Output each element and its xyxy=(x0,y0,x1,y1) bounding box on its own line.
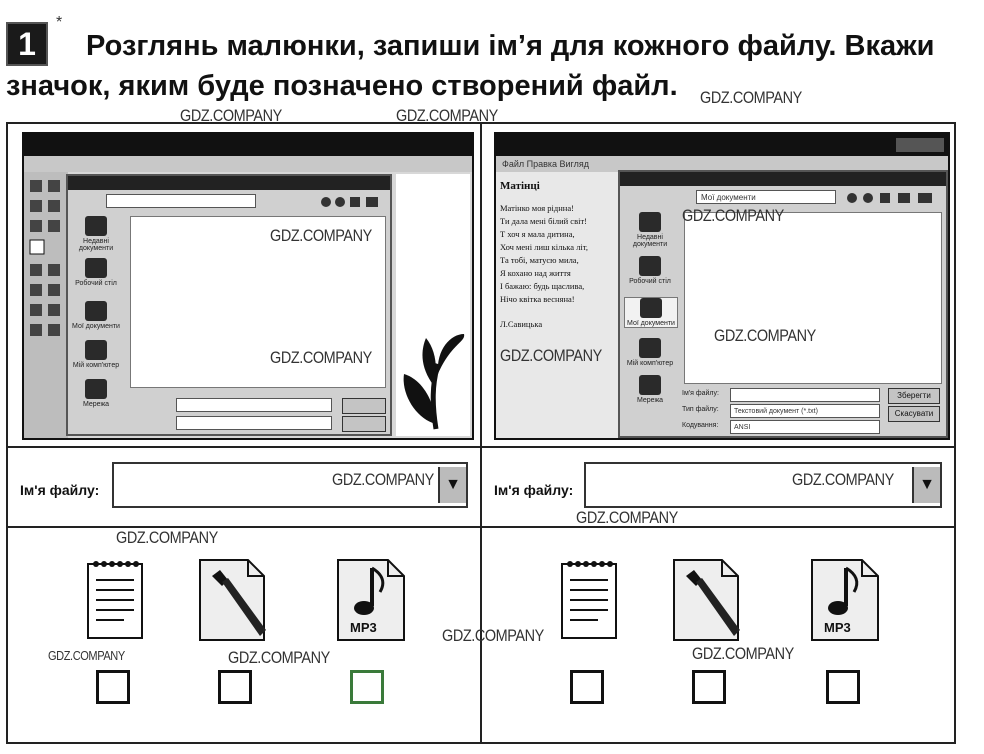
file-list[interactable] xyxy=(684,212,942,384)
location-field[interactable]: Мої документи xyxy=(696,190,836,204)
filename-label-left: Ім'я файлу: xyxy=(20,482,100,498)
watermark: GDZ.COMPANY xyxy=(792,470,894,489)
places-item-desktop[interactable]: Робочий стіл xyxy=(70,258,122,287)
notepad-save-screenshot xyxy=(494,132,950,440)
watermark: GDZ.COMPANY xyxy=(116,528,218,547)
poem-line: Нічо квітка весняна! xyxy=(500,294,575,304)
window-titlebar xyxy=(496,134,948,156)
places-item-computer[interactable]: Мій комп'ютер xyxy=(624,338,676,367)
task-text-line-1: Розглянь малюнки, запиши ім’я для кожного файлу. Вкажи xyxy=(86,30,935,62)
plant-sprout-icon xyxy=(396,324,466,434)
poem-line: Та тобі, матусю мила, xyxy=(500,255,579,265)
mp3-label: MP3 xyxy=(824,620,851,635)
watermark: GDZ.COMPANY xyxy=(700,88,802,107)
watermark: GDZ.COMPANY xyxy=(270,348,372,367)
watermark: GDZ.COMPANY xyxy=(500,346,602,365)
dropdown-arrow-icon[interactable]: ▼ xyxy=(438,467,466,503)
places-item-network[interactable]: Мережа xyxy=(70,379,122,408)
poem-line: Матінко моя ріднна! xyxy=(500,203,574,213)
filetype-label: Тип файлу: xyxy=(682,406,719,413)
desktop-icon xyxy=(639,256,661,276)
watermark: GDZ.COMPANY xyxy=(180,106,282,125)
text-file-icon xyxy=(84,556,146,640)
nav-buttons-icon[interactable] xyxy=(318,194,388,210)
window-controls-icon[interactable] xyxy=(896,138,944,152)
places-bar xyxy=(70,216,126,428)
filename-input[interactable] xyxy=(176,398,332,412)
computer-icon xyxy=(85,340,107,360)
checkbox-mp3-right[interactable] xyxy=(826,670,860,704)
sound-file-icon xyxy=(672,558,740,642)
filetype-select[interactable]: Текстовий документ (*.txt) xyxy=(730,404,880,418)
watermark: GDZ.COMPANY xyxy=(332,470,434,489)
task-number: 1 xyxy=(6,22,48,66)
poem-line: Хоч мені лиш кілька літ, xyxy=(500,242,588,252)
mp3-file-icon xyxy=(810,558,880,642)
checkbox-sound-left[interactable] xyxy=(218,670,252,704)
poem-line: Ти дала мені білий світ! xyxy=(500,216,587,226)
dialog-titlebar xyxy=(620,172,946,186)
poem-line: Т хоч я мала дитина, xyxy=(500,229,575,239)
save-dialog xyxy=(66,174,392,436)
network-icon xyxy=(639,375,661,395)
mp3-file-icon xyxy=(336,558,406,642)
sound-file-icon xyxy=(198,558,266,642)
documents-icon xyxy=(640,298,662,318)
window-menubar: Файл Правка Вигляд xyxy=(496,156,948,172)
places-item-network[interactable]: Мережа xyxy=(624,375,676,404)
mp3-label: MP3 xyxy=(350,620,377,635)
encoding-select[interactable]: ANSI xyxy=(730,420,880,434)
paint-toolbox xyxy=(24,172,68,438)
poem-text xyxy=(500,180,618,331)
places-item-documents[interactable]: Мої документи xyxy=(624,297,678,328)
desktop-icon xyxy=(85,258,107,278)
row-divider-1 xyxy=(6,446,956,448)
paint-save-screenshot xyxy=(22,132,474,440)
computer-icon xyxy=(639,338,661,358)
cancel-button[interactable] xyxy=(342,416,386,432)
window-titlebar xyxy=(24,134,472,156)
save-button[interactable] xyxy=(342,398,386,414)
checkbox-sound-right[interactable] xyxy=(692,670,726,704)
poem-author: Л.Савицька xyxy=(500,319,543,329)
places-bar xyxy=(624,212,680,426)
nav-buttons-icon[interactable] xyxy=(844,190,940,206)
watermark: GDZ.COMPANY xyxy=(682,206,784,225)
recent-docs-icon xyxy=(85,216,107,236)
places-item-recent[interactable]: Недавні документи xyxy=(70,216,122,252)
places-item-computer[interactable]: Мій комп'ютер xyxy=(70,340,122,369)
checkbox-text-left[interactable] xyxy=(96,670,130,704)
location-field[interactable] xyxy=(106,194,256,208)
checkbox-mp3-left[interactable] xyxy=(350,670,384,704)
cancel-button[interactable]: Скасувати xyxy=(888,406,940,422)
paint-tools-icon xyxy=(24,172,68,432)
watermark: GDZ.COMPANY xyxy=(714,326,816,345)
poem-line: Я кохано над життя xyxy=(500,268,571,278)
encoding-label: Кодування: xyxy=(682,422,719,429)
filename-input[interactable] xyxy=(730,388,880,402)
documents-icon xyxy=(85,301,107,321)
places-item-recent[interactable]: Недавні документи xyxy=(624,212,676,248)
star-icon: * xyxy=(56,14,63,31)
watermark: GDZ.COMPANY xyxy=(270,226,372,245)
save-button[interactable]: Зберегти xyxy=(888,388,940,404)
column-divider xyxy=(480,122,482,744)
task-text-line-2: значок, яким буде позначено створений файл. xyxy=(6,70,678,102)
recent-docs-icon xyxy=(639,212,661,232)
filetype-select[interactable] xyxy=(176,416,332,430)
watermark: GDZ.COMPANY xyxy=(442,626,544,645)
poem-line: І бажаю: будь щаслива, xyxy=(500,281,585,291)
filename-label: Ім'я файлу: xyxy=(682,390,719,397)
watermark: GDZ.COMPANY xyxy=(576,508,678,527)
text-file-icon xyxy=(558,556,620,640)
filename-label-right: Ім'я файлу: xyxy=(494,482,574,498)
checkbox-text-right[interactable] xyxy=(570,670,604,704)
watermark: GDZ.COMPANY xyxy=(692,644,794,663)
watermark: GDZ.COMPANY xyxy=(396,106,498,125)
dropdown-arrow-icon[interactable]: ▼ xyxy=(912,467,940,503)
watermark: GDZ.COMPANY xyxy=(228,648,330,667)
watermark: GDZ.COMPANY xyxy=(48,648,125,663)
poem-title: Матінці xyxy=(500,180,540,192)
places-item-documents[interactable]: Мої документи xyxy=(70,301,122,330)
places-item-desktop[interactable]: Робочий стіл xyxy=(624,256,676,285)
window-menubar xyxy=(24,156,472,172)
dialog-titlebar xyxy=(68,176,390,190)
network-icon xyxy=(85,379,107,399)
